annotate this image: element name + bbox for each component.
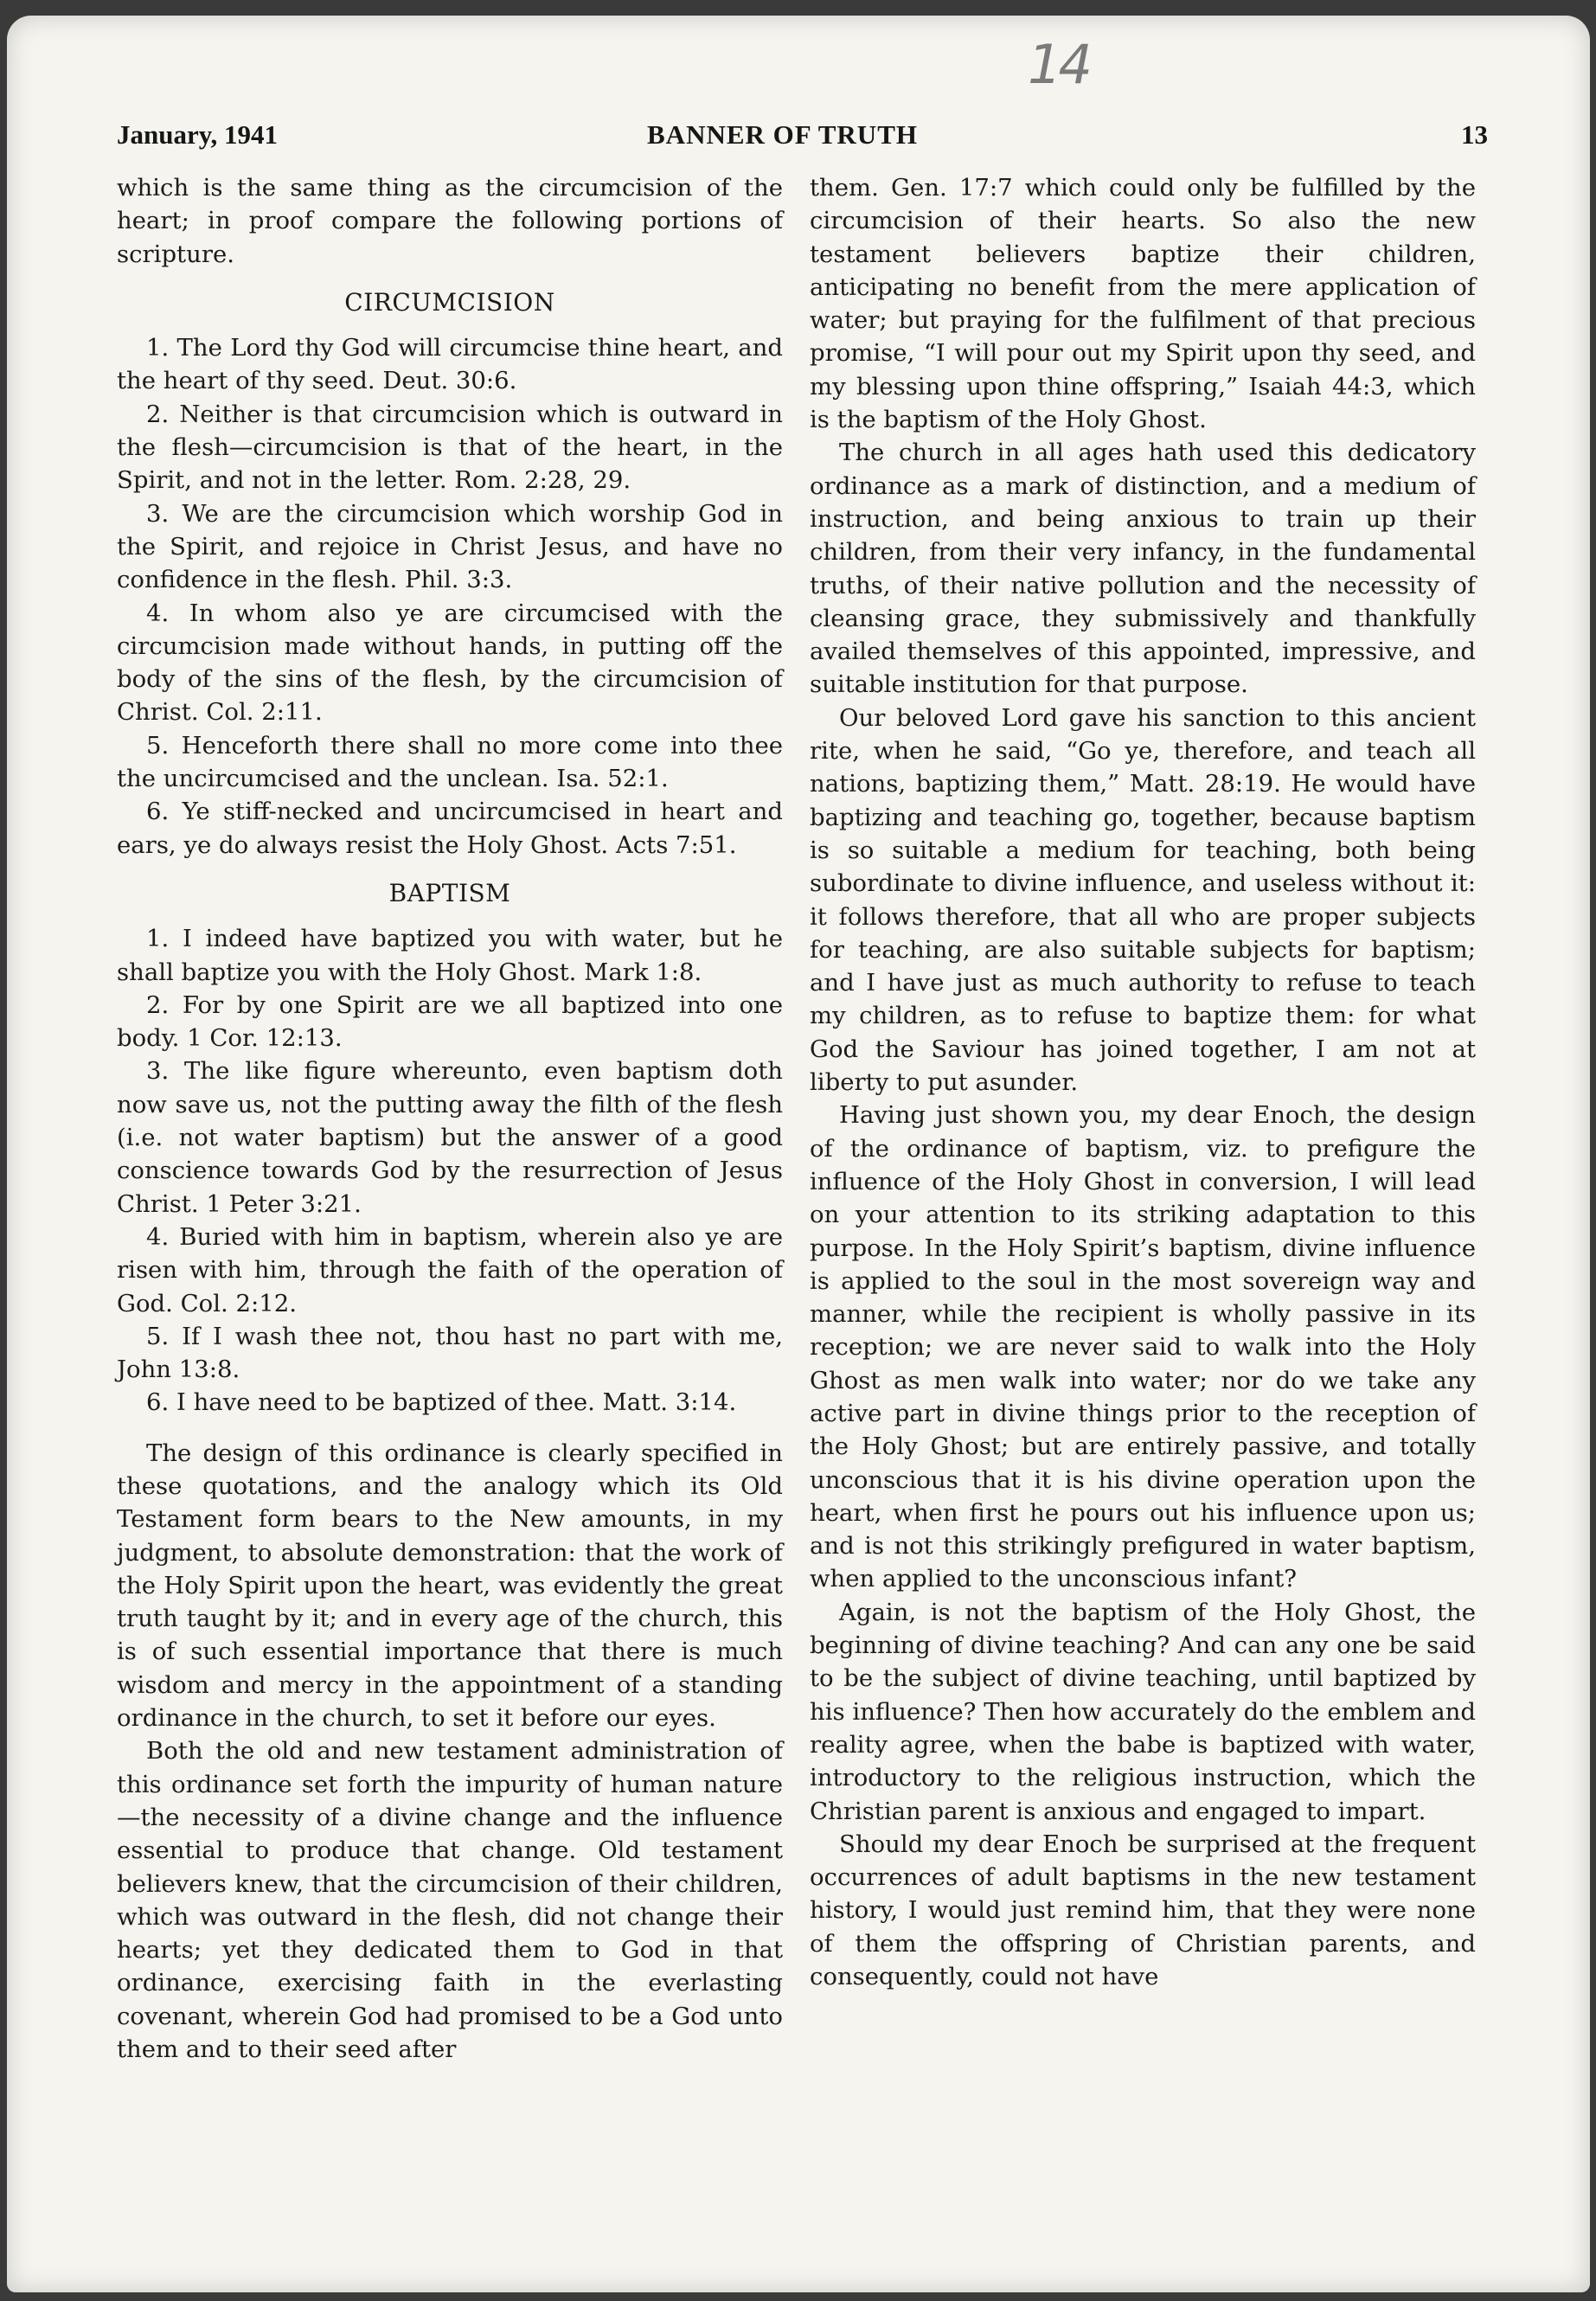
right-column xyxy=(810,171,1476,1993)
body-paragraph: Having just shown you, my dear Enoch, the design of the ordinance of baptism, viz. to prefigure the influence of the Holy Ghost in conversion, I will lead on your attention to its striking adaptation to this purpose. In the Holy Spirit’s baptism, divine influence is applied to the soul in the most sovereign way and manner, while the recipient is wholly passive in its reception; we are never said to walk into the Holy Ghost as men walk into water; nor do we take any active part in divine things prior to the reception of the Holy Ghost; but are entirely passive, and totally unconscious that it is his divine operation upon the heart, when first he pours out his influence upon us; and is not this strikingly prefigured in water baptism, when applied to the unconscious infant? xyxy=(810,1101,1476,1593)
circumcision-item: 2. Neither is that circumcision which is outward in the flesh—circumcision is that of the heart, in the Spirit, and not in the letter. Rom. 2:28, 29. xyxy=(117,400,783,495)
body-paragraph: The design of this ordinance is clearly specified in these quotations, and the analogy which its Old Testament form bears to the New amounts, in my judgment, to absolute demonstration: that the work of the Holy Spirit upon the heart, was evidently the great truth taught by it; and in every age of the church, this is of such essential importance that there is much wisdom and mercy in the appointment of a standing ordinance in the church, to set it before our eyes. xyxy=(117,1439,783,1733)
baptism-item: 3. The like figure whereunto, even baptism doth now save us, not the putting away the filth of the flesh (i.e. not water baptism) but the answer of a good conscience towards God by the resurrection of Jesus Christ. 1 Peter 3:21. xyxy=(117,1057,783,1218)
running-header xyxy=(117,119,1488,157)
document-page xyxy=(7,16,1590,2292)
baptism-heading: BAPTISM xyxy=(388,878,511,907)
baptism-item: 4. Buried with him in baptism, wherein also ye are risen with him, through the faith of the operation of God. Col. 2:12. xyxy=(117,1222,783,1317)
continuation-paragraph: them. Gen. 17:7 which could only be fulfilled by the circumcision of their hearts. So also the new testament believers baptize their children, anticipating no benefit from the mere application of water; but praying for the fulfilment of that precious promise, “I will pour out my Spirit upon thy seed, and my blessing upon thine offspring,” Isaiah 44:3, which is the baptism of the Holy Ghost. xyxy=(810,174,1476,434)
body-paragraph: Should my dear Enoch be surprised at the frequent occurrences of adult baptisms in the new testament history, I would just remind him, that they were none of them the offspring of Christian parents, and consequently, could not have xyxy=(810,1830,1476,1991)
handwritten-page-mark: 14 xyxy=(1028,33,1089,96)
baptism-item: 1. I indeed have baptized you with water, but he shall baptize you with the Holy Ghost. Mark 1:8. xyxy=(117,925,783,986)
intro-paragraph: which is the same thing as the circumcision of the heart; in proof compare the following portions of scripture. xyxy=(117,174,783,268)
left-column xyxy=(117,171,783,2066)
circumcision-item: 6. Ye stiff-necked and uncircumcised in heart and ears, ye do always resist the Holy Ghost. Acts 7:51. xyxy=(117,798,783,859)
baptism-item: 6. I have need to be baptized of thee. Matt. 3:14. xyxy=(146,1388,737,1417)
header-date: January, 1941 xyxy=(117,119,279,150)
body-paragraph: Both the old and new testament administration of this ordinance set forth the impurity of human nature—the necessity of a divine change and the influence essential to produce that change. Old testament believers knew, that the circumcision of their children, which was outward in the flesh, did not change their hearts; yet they dedicated them to God in that ordinance, exercising faith in the everlasting covenant, wherein God had promised to be a God unto them and to their seed after xyxy=(117,1737,783,2064)
circumcision-item: 4. In whom also ye are circumcised with the circumcision made without hands, in putting off the body of the sins of the flesh, by the circumcision of Christ. Col. 2:11. xyxy=(117,599,783,727)
body-paragraph: Again, is not the baptism of the Holy Ghost, the beginning of divine teaching? And can any one be said to be the subject of divine teaching, until baptized by his influence? Then how accurately do the emblem and reality agree, when the babe is baptized with water, introductory to the religious instruction, which the Christian parent is anxious and engaged to impart. xyxy=(810,1598,1476,1825)
circumcision-item: 1. The Lord thy God will circumcise thine heart, and the heart of thy seed. Deut. 30:6. xyxy=(117,334,783,395)
circumcision-item: 3. We are the circumcision which worship God in the Spirit, and rejoice in Christ Jesus, and have no confidence in the flesh. Phil. 3:3. xyxy=(117,499,783,594)
circumcision-heading: CIRCUMCISION xyxy=(344,287,555,317)
section-gap xyxy=(117,1420,783,1437)
header-title: BANNER OF TRUTH xyxy=(647,119,918,150)
body-paragraph: Our beloved Lord gave his sanction to this ancient rite, when he said, “Go ye, therefore, and teach all nations, baptizing them,” Matt. 28:19. He would have baptizing and teaching go, together, because baptism is so suitable a medium for teaching, both being subordinate to divine influence, and useless without it: it follows therefore, that all who are proper subjects for teaching, are also suitable subjects for baptism; and I have just as much authority to refuse to teach my children, as to refuse to baptize them: for what God the Saviour has joined together, I am not at liberty to put asunder. xyxy=(810,703,1476,1097)
header-page-number: 13 xyxy=(1461,119,1488,150)
baptism-item: 5. If I wash thee not, thou hast no part with me, John 13:8. xyxy=(117,1322,783,1384)
baptism-item: 2. For by one Spirit are we all baptized into one body. 1 Cor. 12:13. xyxy=(117,990,783,1053)
circumcision-item: 5. Henceforth there shall no more come into thee the uncircumcised and the unclean. Isa. 52:1. xyxy=(117,731,783,793)
body-paragraph: The church in all ages hath used this dedicatory ordinance as a mark of distinction, and a medium of instruction, and being anxious to train up their children, from their very infancy, in the fundamental truths, of their native pollution and the necessity of cleansing grace, they submissively and thankfully availed themselves of this appointed, impressive, and suitable institution for that purpose. xyxy=(810,439,1476,699)
